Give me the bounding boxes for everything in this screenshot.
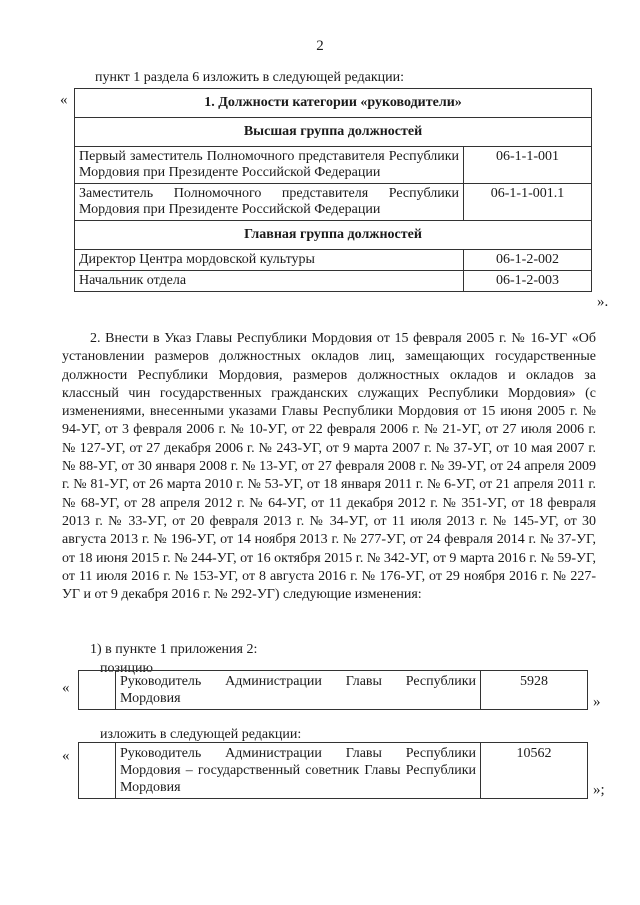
open-quote: « (62, 680, 70, 696)
group-main-heading: Главная группа должностей (75, 221, 592, 250)
intro-text: пункт 1 раздела 6 изложить в следующей редакции: (95, 70, 405, 85)
close-quote-dot: ». (597, 294, 609, 310)
group-top-heading: Высшая группа должностей (75, 118, 592, 147)
position-name: Первый заместитель Полномочного представителя Республики Мордовия при Президенте Российской Федерации (75, 147, 464, 184)
table-row (75, 250, 592, 271)
new-position-name: Руководитель Администрации Главы Республики Мордовия – государственный советник Главы Республики Мордовия (116, 743, 481, 799)
page-number: 2 (316, 38, 324, 54)
empty-cell (79, 743, 116, 799)
position-code: 06-1-2-002 (464, 250, 592, 271)
close-quote-semicolon: »; (593, 782, 605, 798)
position-code: 06-1-2-003 (464, 271, 592, 292)
new-position-table (78, 742, 588, 799)
table-row (75, 271, 592, 292)
empty-cell (79, 671, 116, 710)
position-label: позицию (100, 661, 153, 676)
old-position-table (78, 670, 588, 710)
position-code: 06-1-1-001 (464, 147, 592, 184)
close-quote: » (593, 694, 601, 710)
table-title-row (75, 89, 592, 118)
group-row (75, 118, 592, 147)
table-row (79, 743, 588, 799)
amendment-paragraph: 2. Внести в Указ Главы Республики Мордовия от 15 февраля 2005 г. № 16-УГ «Об установлении размеров должностных окладов лиц, замещающих государственные должности Республики Мордовия, размеров должностных окладов и окладов за классный чин государственных гражданских служащих Республики Мордовия» (с изменениями, внесенными указами Главы Республики Мордовия от 15 июня 2005 г. № 94-УГ, от 3 февраля 2006 г. № 10-УГ, от 22 февраля 2006 г. № 21-УГ, от 27 июля 2006 г. № 127-УГ, от 27 декабря 2006 г. № 243-УГ, от 9 марта 2007 г. № 37-УГ, от 10 мая 2007 г. № 88-УГ, от 30 января 2008 г. № 13-УГ, от 27 февраля 2008 г. № 39-УГ, от 24 апреля 2009 г. № 81-УГ, от 26 марта 2010 г. № 53-УГ, от 18 января 2011 г. № 6-УГ, от 21 апреля 2011 г. № 68-УГ, от 28 апреля 2012 г. № 64-УГ, от 11 декабря 2012 г. № 351-УГ, от 18 февраля 2013 г. № 33-УГ, от 20 февраля 2013 г. № 34-УГ, от 11 июля 2013 г. № 145-УГ, от 30 августа 2013 г. № 196-УГ, от 14 ноября 2013 г. № 277-УГ, от 24 февраля 2014 г. № 37-УГ, от 18 июня 2015 г. № 244-УГ, от 16 октября 2015 г. № 342-УГ, от 9 марта 2016 г. № 59-УГ, от 11 июля 2016 г. № 153-УГ, от 8 августа 2016 г. № 176-УГ, от 29 ноября 2016 г. № 227-УГ и от 9 декабря 2016 г. № 292-УГ) следующие изменения: (62, 331, 596, 603)
open-quote: « (60, 92, 68, 108)
position-name: Начальник отдела (75, 271, 464, 292)
old-position-name: Руководитель Администрации Главы Республики Мордовия (116, 671, 481, 710)
positions-table (74, 88, 592, 292)
position-name: Директор Центра мордовской культуры (75, 250, 464, 271)
table-title: 1. Должности категории «руководители» (75, 89, 592, 118)
table-row (75, 147, 592, 184)
table-row (75, 184, 592, 221)
body-paragraph-block (62, 330, 596, 604)
old-position-value: 5928 (481, 671, 588, 710)
group-row (75, 221, 592, 250)
item-1-text: 1) в пункте 1 приложения 2: (90, 642, 258, 657)
table-row (79, 671, 588, 710)
open-quote: « (62, 748, 70, 764)
position-code: 06-1-1-001.1 (464, 184, 592, 221)
position-name: Заместитель Полномочного представителя Республики Мордовия при Президенте Российской Федерации (75, 184, 464, 221)
new-position-value: 10562 (481, 743, 588, 799)
new-label: изложить в следующей редакции: (100, 727, 302, 742)
